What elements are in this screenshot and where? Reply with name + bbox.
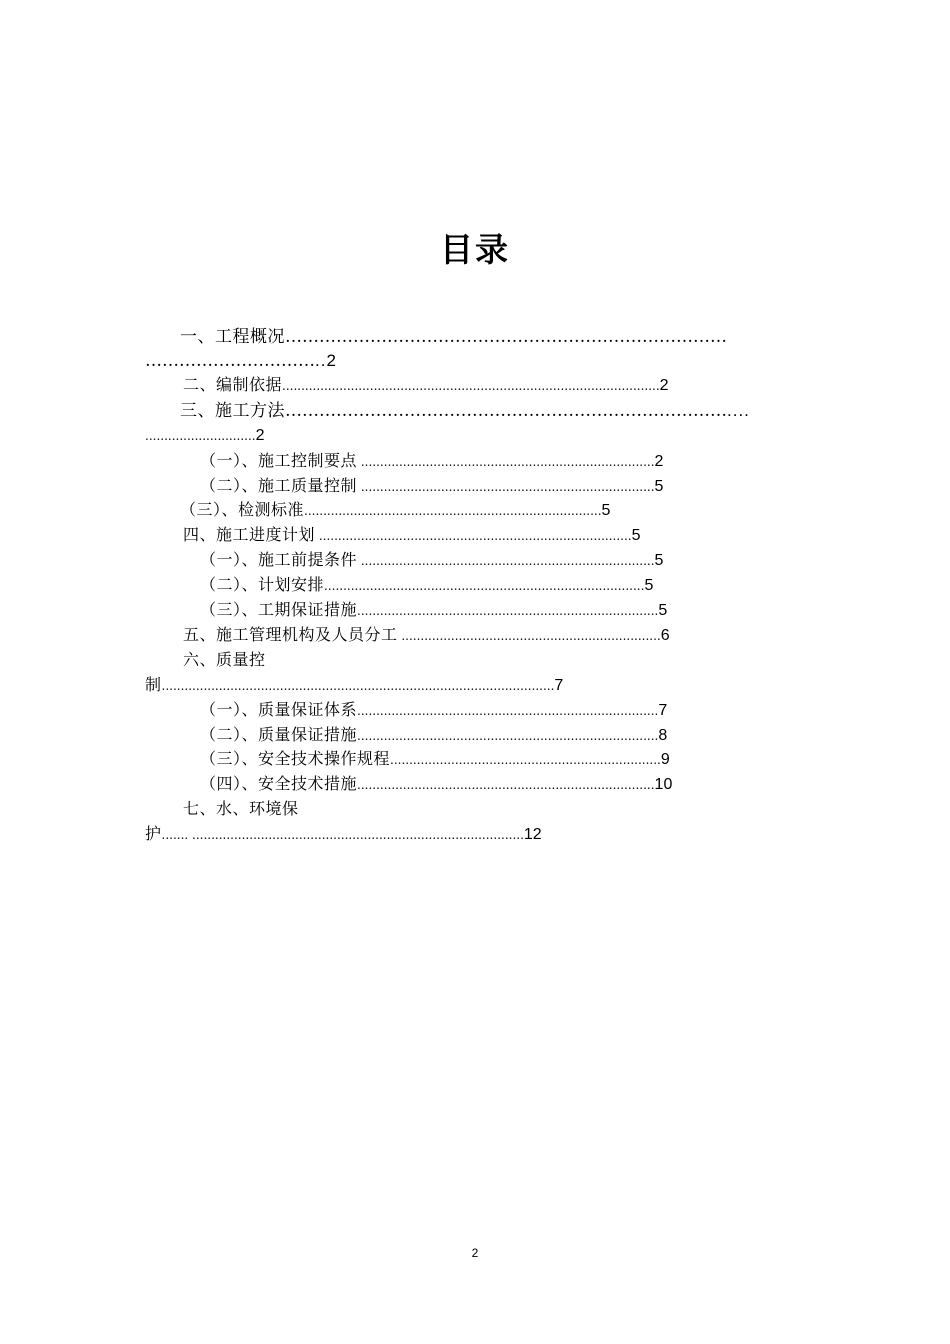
toc-entry-7[interactable]: 七、水、环境保 (183, 799, 299, 818)
toc-entry-4-1[interactable]: （一）、施工前提条件 .............................................................................5 (200, 550, 664, 569)
toc-entry-5[interactable]: 五、施工管理机构及人员分工 ....................................................................6 (183, 625, 670, 644)
toc-entry-3-3[interactable]: （三）、检测标准..............................................................................5 (180, 500, 611, 519)
toc-entry-3[interactable]: 三、施工方法…………………………………………………………………….... (180, 401, 750, 421)
toc-entry-4[interactable]: 四、施工进度计划 ..................................................................................5 (183, 525, 641, 544)
toc-entry-2[interactable]: 二、编制依据...................................................................................................2 (183, 375, 669, 394)
toc-entry-7-cont[interactable]: 护....... .......................................................................................12 (145, 824, 542, 843)
toc-entry-6[interactable]: 六、质量控 (183, 650, 266, 669)
toc-title: 目录 (440, 230, 510, 269)
toc-entry-6-1[interactable]: （一）、质量保证体系...............................................................................7 (200, 700, 668, 719)
toc-entry-3-cont[interactable]: .............................2 (145, 427, 265, 444)
toc-entry-3-1[interactable]: （一）、施工控制要点 .............................................................................2 (200, 451, 664, 470)
page-number: 2 (471, 1246, 479, 1260)
toc-entry-1[interactable]: 一、工程概况…………………………………………………………………… (180, 327, 727, 347)
toc-entry-6-4[interactable]: （四）、安全技术措施..............................................................................10 (200, 774, 673, 793)
toc-entry-6-2[interactable]: （二）、质量保证措施...............................................................................8 (200, 725, 668, 744)
toc-entry-4-2[interactable]: （二）、计划安排....................................................................................5 (200, 575, 654, 594)
toc-entry-6-cont[interactable]: 制.......................................................................................................7 (145, 675, 564, 694)
toc-entry-1-cont[interactable]: …………………………..2 (145, 351, 337, 371)
toc-entry-3-2[interactable]: （二）、施工质量控制 .............................................................................5 (200, 476, 664, 495)
toc-entry-6-3[interactable]: （三）、安全技术操作规程.......................................................................9 (200, 749, 670, 768)
toc-entry-4-3[interactable]: （三）、工期保证措施...............................................................................5 (200, 600, 668, 619)
